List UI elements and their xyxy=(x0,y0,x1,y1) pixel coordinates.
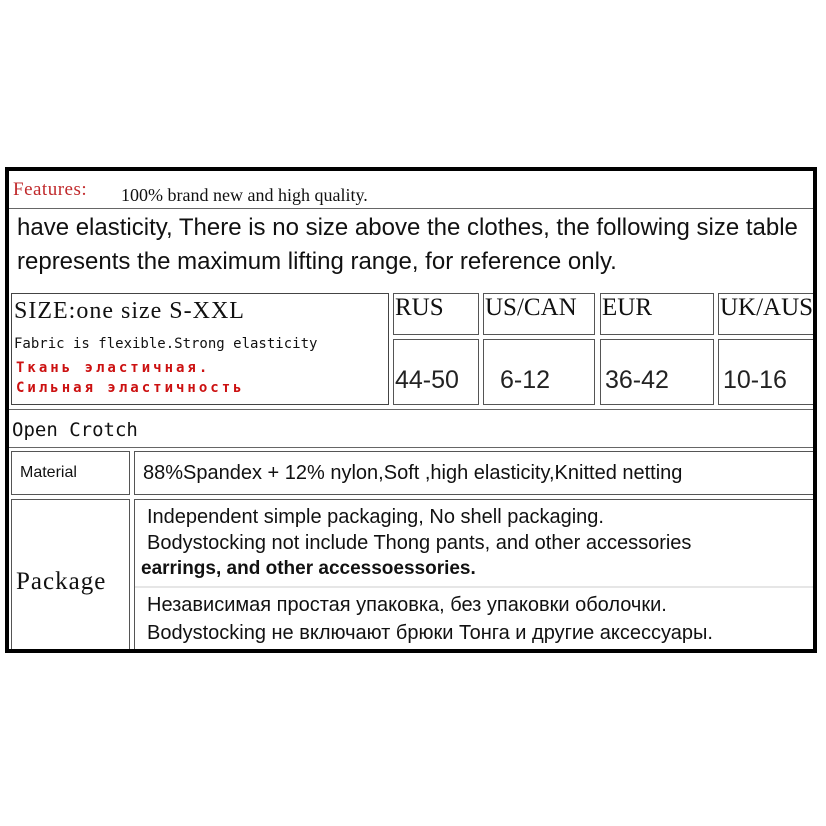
package-label: Package xyxy=(16,568,107,595)
value-text: 36-42 xyxy=(605,366,669,394)
features-row xyxy=(9,171,813,211)
header-text: UK/AUS xyxy=(720,294,814,321)
size-header-eur xyxy=(600,293,714,335)
size-value-rus xyxy=(393,339,479,405)
header-text: EUR xyxy=(602,294,652,321)
features-label: Features: xyxy=(13,179,88,200)
fabric-english: Fabric is flexible.Strong elasticity xyxy=(14,336,318,352)
package-line-ru-1: Независимая простая упаковка, без упаковки оболочки. xyxy=(147,594,667,616)
package-divider xyxy=(135,586,814,588)
material-value-cell xyxy=(134,451,815,495)
value-text: 10-16 xyxy=(723,366,787,394)
size-header-ukaus xyxy=(718,293,815,335)
package-line-en-3: earrings, and other accessoessories. xyxy=(141,558,476,579)
fabric-russian-1: Ткань эластичная. xyxy=(16,360,211,376)
elasticity-note: have elasticity, There is no size above the clothes, the following size table represents the maximum lifting range, for reference only. xyxy=(17,214,798,275)
material-label-cell xyxy=(11,451,130,495)
divider xyxy=(9,447,813,448)
package-value-cell xyxy=(134,499,815,653)
size-header-rus xyxy=(393,293,479,335)
product-info-table xyxy=(5,167,817,653)
package-label-cell xyxy=(11,499,130,653)
open-crotch-text: Open Crotch xyxy=(12,419,138,441)
package-line-ru-2: Bodystocking не включают брюки Тонга и другие аксессуары. xyxy=(147,622,713,644)
features-text: 100% brand new and high quality. xyxy=(121,185,368,205)
divider xyxy=(9,409,813,410)
size-title: SIZE:one size S-XXL xyxy=(14,298,245,324)
size-value-eur xyxy=(600,339,714,405)
size-info-cell xyxy=(11,293,389,405)
size-value-uscan xyxy=(483,339,595,405)
header-text: RUS xyxy=(395,294,444,321)
divider xyxy=(9,208,813,209)
fabric-russian-2: Сильная эластичность xyxy=(16,380,245,396)
value-text: 6-12 xyxy=(500,366,551,394)
package-line-en-2: Bodystocking not include Thong pants, and other accessories xyxy=(147,532,692,554)
header-text: US/CAN xyxy=(485,294,577,321)
material-label: Material xyxy=(20,464,77,481)
material-value: 88%Spandex + 12% nylon,Soft ,high elasticity,Knitted netting xyxy=(143,462,683,484)
package-line-en-1: Independent simple packaging, No shell packaging. xyxy=(147,506,604,528)
size-value-ukaus xyxy=(718,339,815,405)
value-text: 44-50 xyxy=(395,366,459,394)
size-header-uscan xyxy=(483,293,595,335)
